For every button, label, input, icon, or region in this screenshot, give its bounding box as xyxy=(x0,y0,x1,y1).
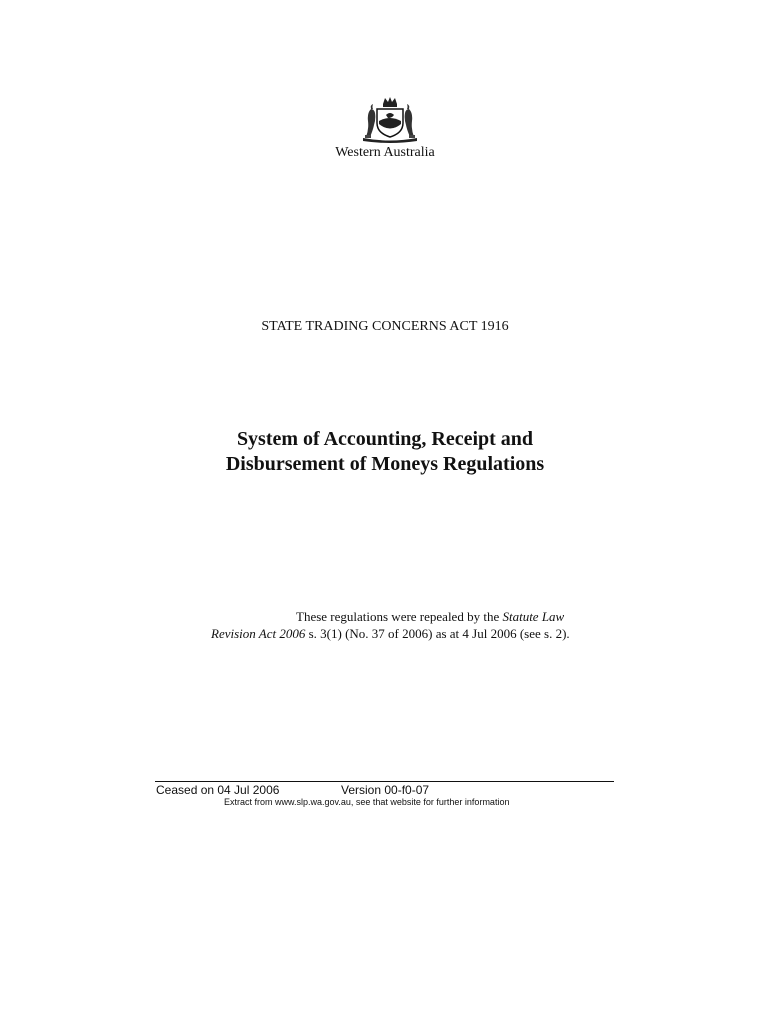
repealing-act-name-part-2: Revision Act 2006 xyxy=(211,625,306,641)
repealing-act-name-part-1: Statute Law xyxy=(502,609,565,624)
regulation-title-line-1: System of Accounting, Receipt and xyxy=(236,428,534,450)
repeal-note-text-1: These regulations were repealed by the xyxy=(296,609,503,624)
footer-status-line xyxy=(156,783,430,797)
ceased-date: Ceased on 04 Jul 2006 xyxy=(156,783,280,797)
repeal-note-line-2 xyxy=(211,626,611,643)
repeal-note-line-1 xyxy=(211,609,611,626)
jurisdiction-label: Western Australia xyxy=(335,145,435,160)
regulation-title-line-2: Disbursement of Moneys Regulations xyxy=(225,453,545,475)
extract-notice: Extract from www.slp.wa.gov.au, see that website for further information xyxy=(224,797,510,807)
repeal-note xyxy=(211,609,611,642)
version-label: Version 00-f0-07 xyxy=(341,783,430,797)
repeal-note-text-2: s. 3(1) (No. 37 of 2006) as at 4 Jul 2006 (see s. 2). xyxy=(305,625,570,641)
regulation-title xyxy=(0,427,770,477)
coat-of-arms-icon xyxy=(357,95,423,143)
footer-divider xyxy=(155,781,614,782)
act-title: STATE TRADING CONCERNS ACT 1916 xyxy=(261,319,509,334)
